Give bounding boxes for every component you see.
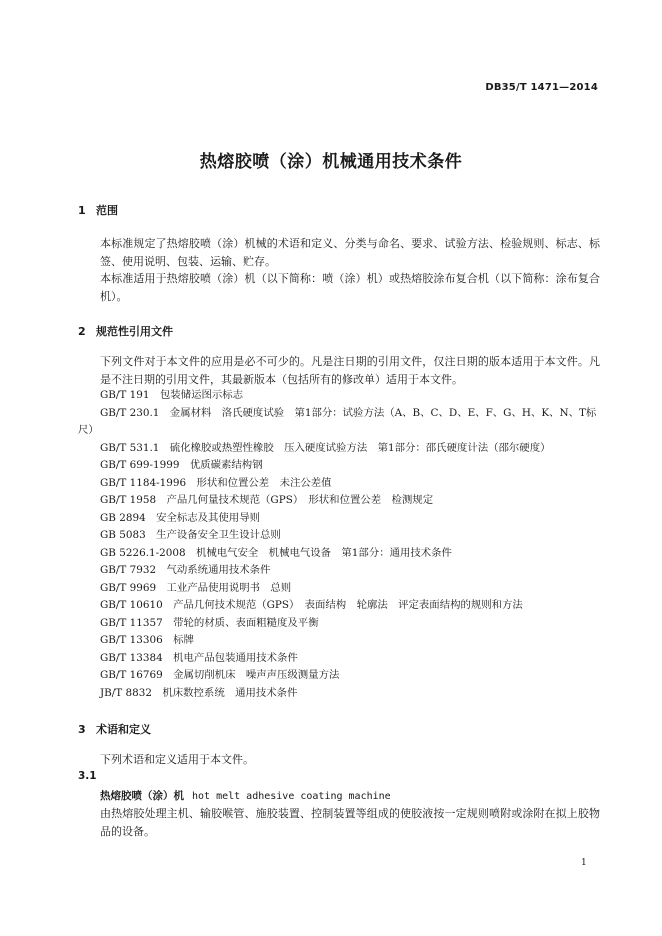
- section-title: 范围: [96, 204, 118, 217]
- term-english: hot melt adhesive coating machine: [192, 791, 391, 802]
- term-name: [100, 788, 391, 803]
- reference-item: GB/T 1958 产品几何量技术规范（GPS） 形状和位置公差 检测规定: [100, 494, 434, 506]
- term-definition: 由热熔胶处理主机、输胶喉管、施胶装置、控制装置等组成的使胶液按一定规则喷附或涂附在拟上胶物品的设备。: [100, 807, 600, 838]
- reference-item: GB/T 230.1 金属材料 洛氏硬度试验 第1部分：试验方法（A、B、C、D、E、F、G、H、K、N、T标尺）: [78, 406, 597, 436]
- section-number: 1: [78, 204, 86, 217]
- reference-list: [78, 387, 600, 702]
- references-intro: 下列文件对于本文件的应用是必不可少的。凡是注日期的引用文件，仅注日期的版本适用于本文件。凡是不注日期的引用文件，其最新版本（包括所有的修改单）适用于本文件。: [100, 355, 600, 386]
- reference-item: GB/T 699-1999 优质碳素结构钢: [100, 459, 263, 471]
- terms-intro: 下列术语和定义适用于本文件。: [100, 753, 254, 766]
- reference-item: GB/T 531.1 硫化橡胶或热塑性橡胶 压入硬度试验方法 第1部分：邵氏硬度计法（邵尔硬度）: [100, 441, 551, 454]
- section-heading-terms: [78, 721, 151, 737]
- reference-item: GB/T 9969 工业产品使用说明书 总则: [100, 581, 292, 594]
- section-heading-scope: [78, 202, 118, 218]
- reference-item: GB/T 11357 带轮的材质、表面粗糙度及平衡: [100, 616, 319, 629]
- reference-item: GB/T 13306 标牌: [100, 634, 194, 646]
- section-number: 2: [78, 325, 86, 338]
- reference-item: GB 2894 安全标志及其使用导则: [100, 511, 260, 524]
- section-number: 3: [78, 723, 86, 736]
- reference-item: GB/T 16769 金属切削机床 噪声声压级测量方法: [100, 669, 340, 681]
- scope-paragraph-2: 本标准适用于热熔胶喷（涂）机（以下简称：喷（涂）机）或热熔胶涂布复合机（以下简称：涂布复合机）。: [100, 272, 600, 303]
- section-heading-references: [78, 323, 173, 339]
- reference-item: GB/T 191 包装储运图示标志: [100, 389, 244, 401]
- standard-code: DB35/T 1471—2014: [485, 82, 598, 93]
- section-title: 术语和定义: [96, 723, 151, 736]
- scope-paragraph-1: 本标准规定了热熔胶喷（涂）机械的术语和定义、分类与命名、要求、试验方法、检验规则、标志、标签、使用说明、包装、运输、贮存。: [100, 237, 600, 268]
- reference-item: GB/T 7932 气动系统通用技术条件: [100, 564, 271, 576]
- section-title: 规范性引用文件: [96, 325, 173, 338]
- reference-item: GB/T 1184-1996 形状和位置公差 未注公差值: [100, 476, 332, 489]
- reference-item: GB 5083 生产设备安全卫生设计总则: [100, 529, 281, 541]
- reference-item: GB/T 13384 机电产品包装通用技术条件: [100, 651, 298, 664]
- term-chinese: 热熔胶喷（涂）机: [100, 790, 184, 802]
- term-number: 3.1: [78, 770, 97, 782]
- reference-item: GB/T 10610 产品几何技术规范（GPS） 表面结构 轮廓法 评定表面结构的规则和方法: [100, 599, 523, 611]
- document-title: 热熔胶喷（涂）机械通用技术条件: [199, 152, 463, 172]
- page-number: 1: [581, 858, 587, 868]
- reference-item: GB 5226.1-2008 机械电气安全 机械电气设备 第1部分：通用技术条件: [100, 546, 452, 559]
- reference-item: JB/T 8832 机床数控系统 通用技术条件: [100, 686, 298, 699]
